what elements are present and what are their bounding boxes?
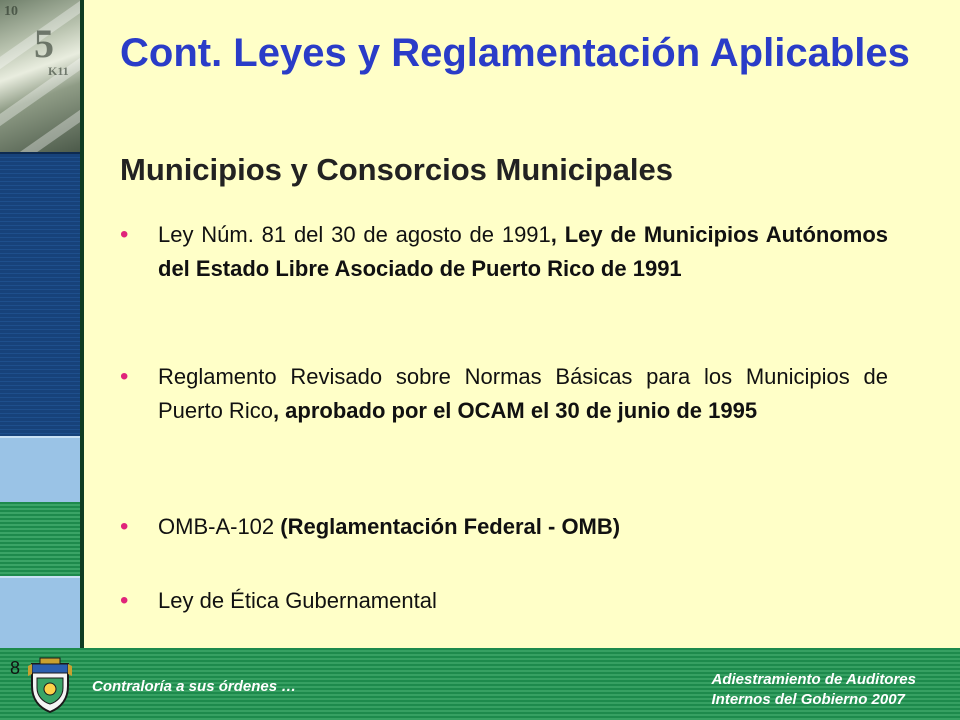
slide-title: Cont. Leyes y Reglamentación Aplicables: [120, 31, 910, 75]
navy-stripe-block: [0, 152, 80, 438]
bullet-text-bold: (Reglamentación Federal - OMB): [280, 514, 621, 539]
footer-bar: [0, 648, 960, 720]
bullet-text: OMB-A-102: [158, 514, 281, 539]
money-image: 5 10 K11: [0, 0, 80, 152]
footer-left-text: Contraloría a sus órdenes …: [92, 678, 297, 695]
footer-right-text: [712, 670, 916, 710]
footer-right-line1: Adiestramiento de Auditores: [711, 671, 916, 688]
bullet-text: Ley de Ética Gubernamental: [158, 588, 437, 613]
bullet-dot-icon: •: [120, 513, 129, 540]
left-decorative-strip: [0, 0, 84, 648]
footer-right-line2: Internos del Gobierno 2007: [711, 691, 905, 708]
bullet-list: [120, 218, 888, 618]
light-blue-block: [0, 436, 80, 504]
bullet-text: Reglamento Revisado sobre Normas Básicas para los Municipios de Puerto Rico: [158, 364, 888, 423]
bullet-dot-icon: •: [120, 363, 129, 390]
bullet-dot-icon: •: [120, 221, 129, 248]
bullet-text-bold: , Ley de Municipios Autónomos del Estado Libre Asociado de Puerto Rico de 1991: [158, 222, 889, 281]
bullet-item: [120, 584, 888, 618]
bullet-dot-icon: •: [120, 587, 129, 614]
green-stripe-block: [0, 502, 80, 576]
light-blue-block-lower: [0, 576, 80, 650]
bullet-item: [120, 218, 888, 360]
bullet-item: [120, 360, 888, 510]
vertical-divider: [80, 0, 84, 648]
bullet-text: Ley Núm. 81 del 30 de agosto de 1991: [158, 222, 551, 247]
bullet-text-bold: , aprobado por el OCAM el 30 de junio de 1995: [272, 398, 758, 423]
contraloria-crest-icon: [26, 656, 74, 714]
bullet-item: [120, 510, 888, 584]
slide-subtitle: Municipios y Consorcios Municipales: [120, 152, 673, 187]
page-number: 8: [10, 658, 21, 678]
